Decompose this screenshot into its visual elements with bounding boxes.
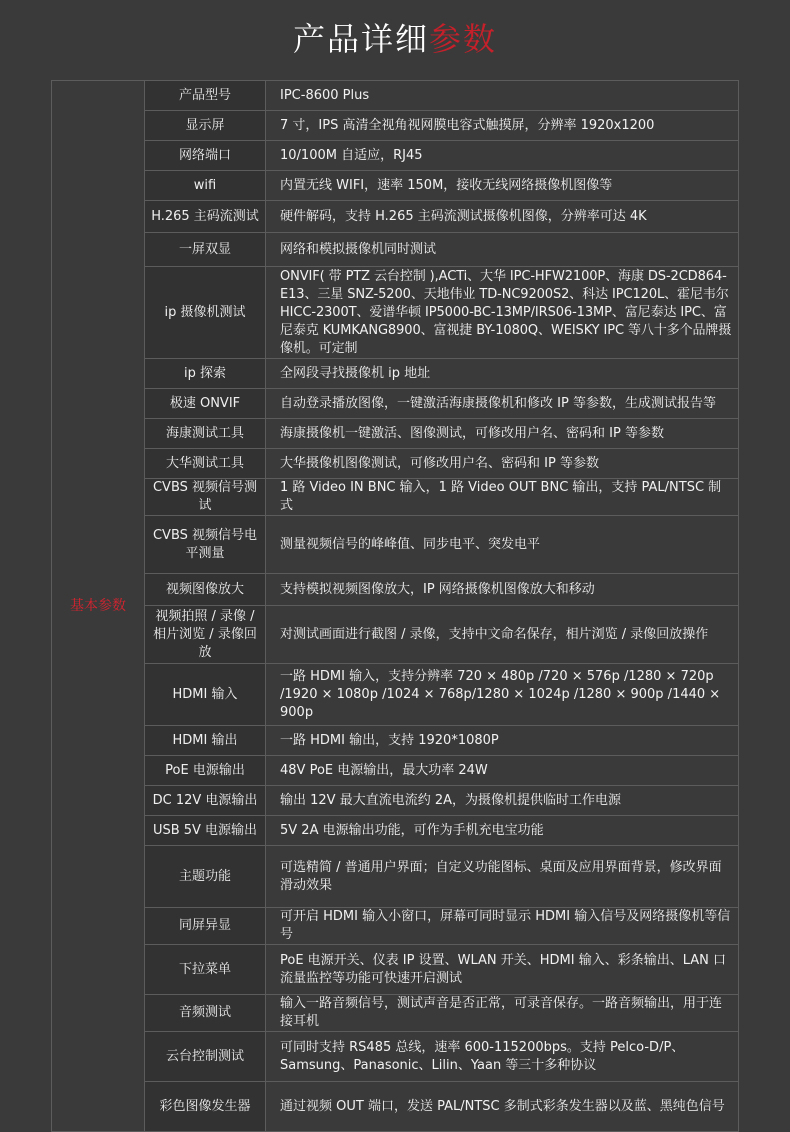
- row-desc: ONVIF( 带 PTZ 云台控制 ),ACTi、大华 IPC-HFW2100P、海康 DS-2CD864-E13、三星 SNZ-5200、天地伟业 TD-NC9200S2、科达 IPC120L、霍尼韦尔 HICC-2300T、爱谱华顿 IP5000-BC-13MP/IRS06-13MP、富尼泰达 IPC、富尼泰克 KUMKANG8900、富视捷 BY-1080Q、WEISKY IPC 等八十多个品牌摄像机。可定制: [266, 267, 739, 359]
- table-row: [52, 201, 739, 233]
- row-desc: 1 路 Video IN BNC 输入，1 路 Video OUT BNC 输出，支持 PAL/NTSC 制式: [266, 479, 739, 516]
- table-row: [52, 81, 739, 111]
- row-desc: 可同时支持 RS485 总线，速率 600-115200bps。支持 Pelco-D/P、Samsung、Panasonic、Lilin、Yaan 等三十多种协议: [266, 1032, 739, 1082]
- row-desc: 通过视频 OUT 端口，发送 PAL/NTSC 多制式彩条发生器以及蓝、黑纯色信号: [266, 1082, 739, 1132]
- row-desc: 输入一路音频信号，测试声音是否正常，可录音保存。一路音频输出，用于连接耳机: [266, 995, 739, 1032]
- row-name: DC 12V 电源输出: [145, 786, 266, 816]
- row-name: 网络端口: [145, 141, 266, 171]
- table-row: [52, 141, 739, 171]
- row-desc: 海康摄像机一键激活、图像测试，可修改用户名、密码和 IP 等参数: [266, 419, 739, 449]
- table-row: [52, 233, 739, 267]
- row-desc: 自动登录播放图像，一键激活海康摄像机和修改 IP 等参数，生成测试报告等: [266, 389, 739, 419]
- row-name: PoE 电源输出: [145, 756, 266, 786]
- row-desc: 可开启 HDMI 输入小窗口，屏幕可同时显示 HDMI 输入信号及网络摄像机等信号: [266, 908, 739, 945]
- row-desc: 7 寸，IPS 高清全视角视网膜电容式触摸屏，分辨率 1920x1200: [266, 111, 739, 141]
- row-desc: 48V PoE 电源输出，最大功率 24W: [266, 756, 739, 786]
- row-name: CVBS 视频信号测试: [145, 479, 266, 516]
- page-title-main: 产品详细: [292, 20, 429, 58]
- row-name: HDMI 输出: [145, 726, 266, 756]
- row-name: 极速 ONVIF: [145, 389, 266, 419]
- category-label: 基本参数: [52, 81, 145, 1132]
- row-name: 音频测试: [145, 995, 266, 1032]
- row-desc: 5V 2A 电源输出功能，可作为手机充电宝功能: [266, 816, 739, 846]
- table-row: [52, 606, 739, 664]
- row-desc: 10/100M 自适应，RJ45: [266, 141, 739, 171]
- row-name: 海康测试工具: [145, 419, 266, 449]
- row-desc: 大华摄像机图像测试，可修改用户名、密码和 IP 等参数: [266, 449, 739, 479]
- table-row: [52, 389, 739, 419]
- row-desc: 测量视频信号的峰峰值、同步电平、突发电平: [266, 516, 739, 574]
- table-row: [52, 756, 739, 786]
- table-row: [52, 479, 739, 516]
- table-row: [52, 111, 739, 141]
- row-name: CVBS 视频信号电平测量: [145, 516, 266, 574]
- row-desc: 硬件解码，支持 H.265 主码流测试摄像机图像，分辨率可达 4K: [266, 201, 739, 233]
- row-desc: 对测试画面进行截图 / 录像，支持中文命名保存，相片浏览 / 录像回放操作: [266, 606, 739, 664]
- row-name: wifi: [145, 171, 266, 201]
- table-row: [52, 664, 739, 726]
- row-name: ip 探索: [145, 359, 266, 389]
- row-name: 大华测试工具: [145, 449, 266, 479]
- row-name: ip 摄像机测试: [145, 267, 266, 359]
- row-name: 显示屏: [145, 111, 266, 141]
- row-desc: 全网段寻找摄像机 ip 地址: [266, 359, 739, 389]
- row-name: 同屏异显: [145, 908, 266, 945]
- table-row: [52, 449, 739, 479]
- table-row: [52, 726, 739, 756]
- row-name: 视频拍照 / 录像 / 相片浏览 / 录像回放: [145, 606, 266, 664]
- table-row: [52, 816, 739, 846]
- table-row: [52, 516, 739, 574]
- row-name: H.265 主码流测试: [145, 201, 266, 233]
- row-desc: 内置无线 WIFI，速率 150M，接收无线网络摄像机图像等: [266, 171, 739, 201]
- row-desc: 输出 12V 最大直流电流约 2A，为摄像机提供临时工作电源: [266, 786, 739, 816]
- row-desc: 一路 HDMI 输出，支持 1920*1080P: [266, 726, 739, 756]
- row-desc: PoE 电源开关、仪表 IP 设置、WLAN 开关、HDMI 输入、彩条输出、LAN 口流量监控等功能可快速开启测试: [266, 945, 739, 995]
- table-row: [52, 1082, 739, 1132]
- row-name: 产品型号: [145, 81, 266, 111]
- spec-table: [51, 80, 739, 1132]
- row-name: 视频图像放大: [145, 574, 266, 606]
- table-row: [52, 945, 739, 995]
- page-title: [0, 14, 790, 60]
- table-row: [52, 171, 739, 201]
- table-row: [52, 267, 739, 359]
- row-desc: 一路 HDMI 输入，支持分辨率 720 × 480p /720 × 576p /1280 × 720p /1920 × 1080p /1024 × 768p/1280 × 1024p /1280 × 900p /1440 × 900p: [266, 664, 739, 726]
- page-title-accent: 参数: [429, 20, 498, 58]
- row-name: 主题功能: [145, 846, 266, 908]
- table-row: [52, 846, 739, 908]
- table-row: [52, 419, 739, 449]
- table-row: [52, 786, 739, 816]
- row-desc: 支持模拟视频图像放大，IP 网络摄像机图像放大和移动: [266, 574, 739, 606]
- table-row: [52, 574, 739, 606]
- row-name: 彩色图像发生器: [145, 1082, 266, 1132]
- table-row: [52, 995, 739, 1032]
- table-row: [52, 1032, 739, 1082]
- row-name: 云台控制测试: [145, 1032, 266, 1082]
- table-row: [52, 359, 739, 389]
- row-name: HDMI 输入: [145, 664, 266, 726]
- row-name: USB 5V 电源输出: [145, 816, 266, 846]
- row-desc: 可选精简 / 普通用户界面；自定义功能图标、桌面及应用界面背景，修改界面滑动效果: [266, 846, 739, 908]
- table-row: [52, 908, 739, 945]
- row-desc: IPC-8600 Plus: [266, 81, 739, 111]
- row-name: 一屏双显: [145, 233, 266, 267]
- row-name: 下拉菜单: [145, 945, 266, 995]
- row-desc: 网络和模拟摄像机同时测试: [266, 233, 739, 267]
